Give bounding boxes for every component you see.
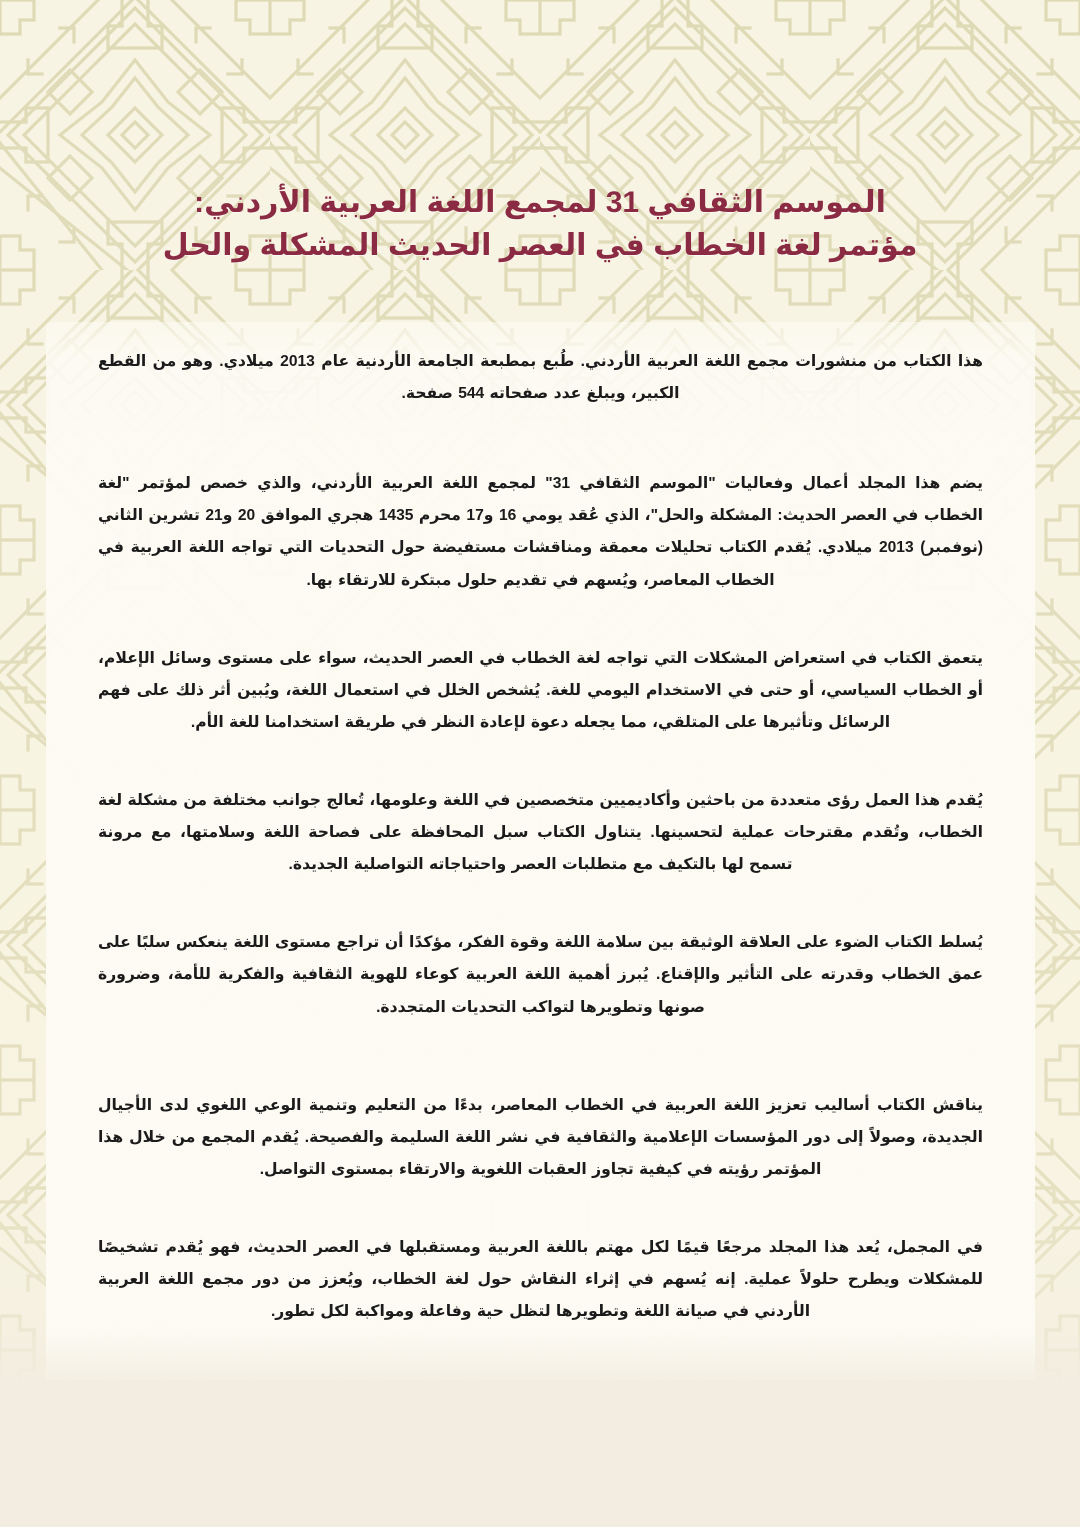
paragraph-1: هذا الكتاب من منشورات مجمع اللغة العربية الأردني. طُبع بمطبعة الجامعة الأردنية عام 2013 ميلادي. وهو من القطع الكبير، ويبلغ عدد صفحاته 544 صفحة. (98, 353, 983, 403)
page-title (0, 182, 1080, 267)
paragraph-2: يضم هذا المجلد أعمال وفعاليات "الموسم الثقافي 31" لمجمع اللغة العربية الأردني، والذي خصص لمؤتمر "لغة الخطاب في العصر الحديث: المشكلة والحل"، الذي عُقد يومي 16 و17 محرم 1435 هجري الموافق 20 و21 تشرين الثاني (نوفمبر) 2013 ميلادي. يُقدم الكتاب تحليلات معمقة ومناقشات مستفيضة حول التحديات التي تواجه اللغة العربية في الخطاب المعاصر، ويُسهم في تقديم حلول مبتكرة للارتقاء بها. (98, 475, 984, 589)
content-card (46, 322, 1035, 1402)
paragraph-4: يُقدم هذا العمل رؤى متعددة من باحثين وأكاديميين متخصصين في اللغة وعلومها، تُعالج جوانب مختلفة من مشكلة لغة الخطاب، وتُقدم مقترحات عملية لتحسينها. يتناول الكتاب سبل المحافظة على فصاحة اللغة وسلامتها، مع مرونة تسمح لها بالتكيف مع متطلبات العصر واحتياجاته التواصلية الجديدة. (98, 791, 983, 874)
paragraph-6: يناقش الكتاب أساليب تعزيز اللغة العربية في الخطاب المعاصر، بدءًا من التعليم وتنمية الوعي اللغوي لدى الأجيال الجديدة، وصولاً إلى دور المؤسسات الإعلامية والثقافية في نشر اللغة السليمة والفصيحة. يُقدم المجمع من خلال هذا المؤتمر رؤيته في كيفية تجاوز العقبات اللغوية والارتقاء بمستوى التواصل. (98, 1096, 983, 1178)
title-line-primary: الموسم الثقافي 31 لمجمع اللغة العربية الأردني: (194, 186, 886, 219)
page-bottom-band (0, 1380, 1080, 1527)
title-line-secondary: مؤتمر لغة الخطاب في العصر الحديث المشكلة والحل (162, 228, 918, 262)
paragraph-5: يُسلط الكتاب الضوء على العلاقة الوثيقة بين سلامة اللغة وقوة الفكر، مؤكدًا أن تراجع مستوى اللغة ينعكس سلبًا على عمق الخطاب وقدرته على التأثير والإقناع. يُبرز أهمية اللغة العربية كوعاء للهوية الثقافية والفكرية للأمة، وضرورة صونها وتطويرها لتواكب التحديات المتجددة. (98, 934, 983, 1016)
paragraph-7: في المجمل، يُعد هذا المجلد مرجعًا قيمًا لكل مهتم باللغة العربية ومستقبلها في العصر الحديث، فهو يُقدم تشخيصًا للمشكلات ويطرح حلولاً عملية. إنه يُسهم في إثراء النقاش حول لغة الخطاب، ويُعزز من دور مجمع اللغة العربية الأردني في صيانة اللغة وتطويرها لتظل حية وفاعلة ومواكبة لكل تطور. (98, 1238, 983, 1321)
paragraph-3: يتعمق الكتاب في استعراض المشكلات التي تواجه لغة الخطاب في العصر الحديث، سواء على مستوى وسائل الإعلام، أو الخطاب السياسي، أو حتى في الاستخدام اليومي للغة. يُشخص الخلل في استعمال اللغة، ويُبين أثر ذلك على فهم الرسائل وتأثيرها على المتلقي، مما يجعله دعوة لإعادة النظر في طريقة استخدامنا للغة الأم. (98, 649, 983, 731)
